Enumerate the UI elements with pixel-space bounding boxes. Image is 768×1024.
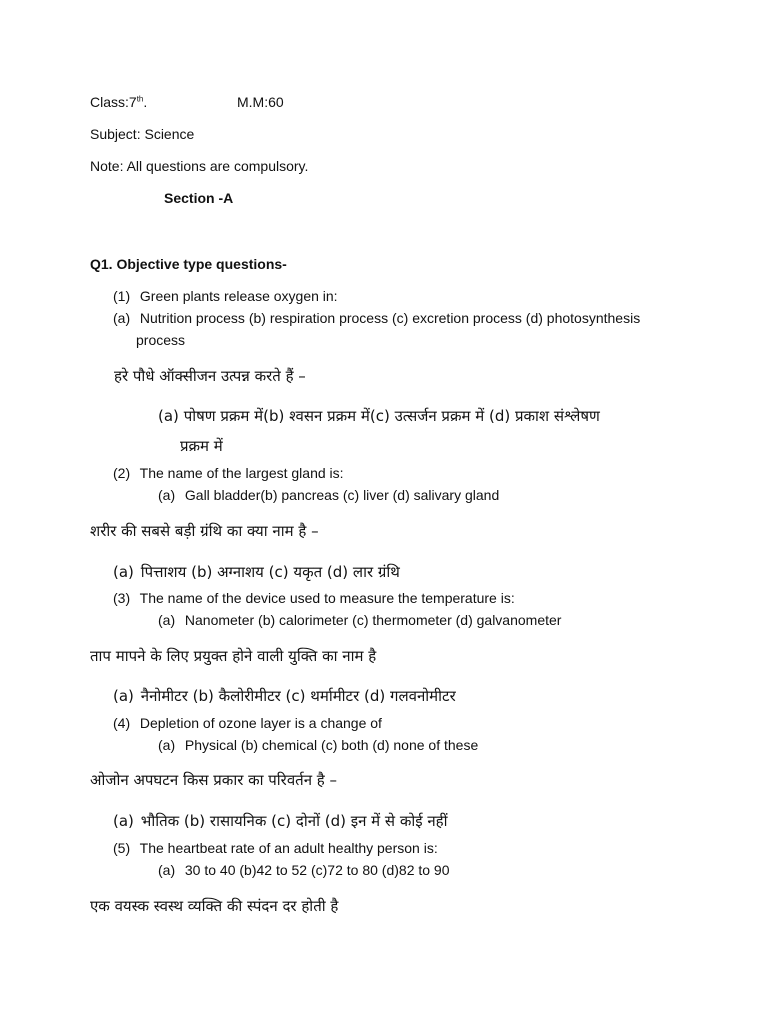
option-marker: (a): [113, 563, 134, 581]
q1-options-hi-line1: [158, 406, 600, 426]
q1-question-hi: हरे पौधे ऑक्सीजन उत्पन्न करते हैं –: [114, 367, 306, 385]
q3-question-hi: ताप मापने के लिए प्रयुक्त होने वाली युक्ति का नाम है: [90, 647, 377, 665]
question-text-en: The name of the device used to measure the temperature is:: [139, 590, 515, 606]
question-5: [113, 839, 438, 857]
q3-options-en: [158, 611, 561, 629]
class-label: Class:7: [90, 94, 137, 110]
max-marks: M.M:60: [237, 94, 284, 110]
q4-options-hi: [113, 811, 448, 831]
options-hi-text: भौतिक (b) रासायनिक (c) दोनों (d) इन में से कोई नहीं: [140, 812, 448, 830]
question-text-en: The name of the largest gland is:: [139, 465, 344, 481]
class-superscript: th: [136, 94, 144, 104]
option-marker: (a): [113, 687, 134, 705]
question-number: (2): [113, 465, 131, 481]
question-text-en: Depletion of ozone layer is a change of: [139, 715, 382, 731]
question-text-en: The heartbeat rate of an adult healthy person is:: [139, 840, 438, 856]
question-2: [113, 464, 344, 482]
option-marker: (a): [158, 737, 176, 753]
options-hi-text: पित्ताशय (b) अग्नाशय (c) यकृत (d) लार ग्रंथि: [140, 563, 400, 581]
question-3: [113, 589, 515, 607]
q5-question-hi: एक वयस्क स्वस्थ व्यक्ति की स्पंदन दर होती है: [90, 897, 339, 915]
q3-options-hi: [113, 686, 456, 706]
q4-question-hi: ओजोन अपघटन किस प्रकार का परिवर्तन है –: [90, 771, 338, 789]
q1-options-en-line1: [113, 309, 640, 327]
q4-options-en: [158, 736, 478, 754]
q2-options-hi: [113, 562, 400, 582]
q1-options-en-line2: process: [136, 332, 186, 348]
options-hi-text: नैनोमीटर (b) कैलोरीमीटर (c) थर्मामीटर (d) गलवनोमीटर: [140, 687, 456, 705]
options-hi-text: पोषण प्रक्रम में(b) श्वसन प्रक्रम में(c) उत्सर्जन प्रक्रम में (d) प्रकाश संश्लेषण: [183, 407, 600, 425]
q5-options-en: [158, 861, 450, 879]
option-marker: (a): [158, 862, 176, 878]
question-number: (1): [113, 288, 131, 304]
class-line: [90, 93, 147, 111]
question-number: (3): [113, 590, 131, 606]
option-marker: (a): [158, 612, 176, 628]
option-marker: (a): [113, 812, 134, 830]
q2-options-en: [158, 486, 499, 504]
options-en-text: Physical (b) chemical (c) both (d) none of these: [184, 737, 479, 753]
q2-question-hi: शरीर की सबसे बड़ी ग्रंथि का क्या नाम है –: [90, 522, 319, 540]
options-en-text: Gall bladder(b) pancreas (c) liver (d) salivary gland: [184, 487, 500, 503]
subject-line: Subject: Science: [90, 126, 195, 142]
q1-options-hi-line2: प्रक्रम में: [180, 437, 223, 455]
note-line: Note: All questions are compulsory.: [90, 158, 309, 174]
options-en-text: 30 to 40 (b)42 to 52 (c)72 to 80 (d)82 to 90: [184, 862, 450, 878]
section-title: Section -A: [164, 190, 234, 206]
question-4: [113, 714, 382, 732]
class-suffix: .: [143, 94, 148, 110]
question-number: (4): [113, 715, 131, 731]
question-text-en: Green plants release oxygen in:: [139, 288, 338, 304]
options-en-text: Nanometer (b) calorimeter (c) thermometer (d) galvanometer: [184, 612, 562, 628]
option-marker: (a): [158, 407, 179, 425]
question-1: [113, 287, 338, 305]
option-marker: (a): [113, 310, 131, 326]
q1-title: Q1. Objective type questions-: [90, 256, 287, 272]
options-en-text: Nutrition process (b) respiration process (c) excretion process (d) photosynthesis: [139, 310, 641, 326]
question-number: (5): [113, 840, 131, 856]
option-marker: (a): [158, 487, 176, 503]
